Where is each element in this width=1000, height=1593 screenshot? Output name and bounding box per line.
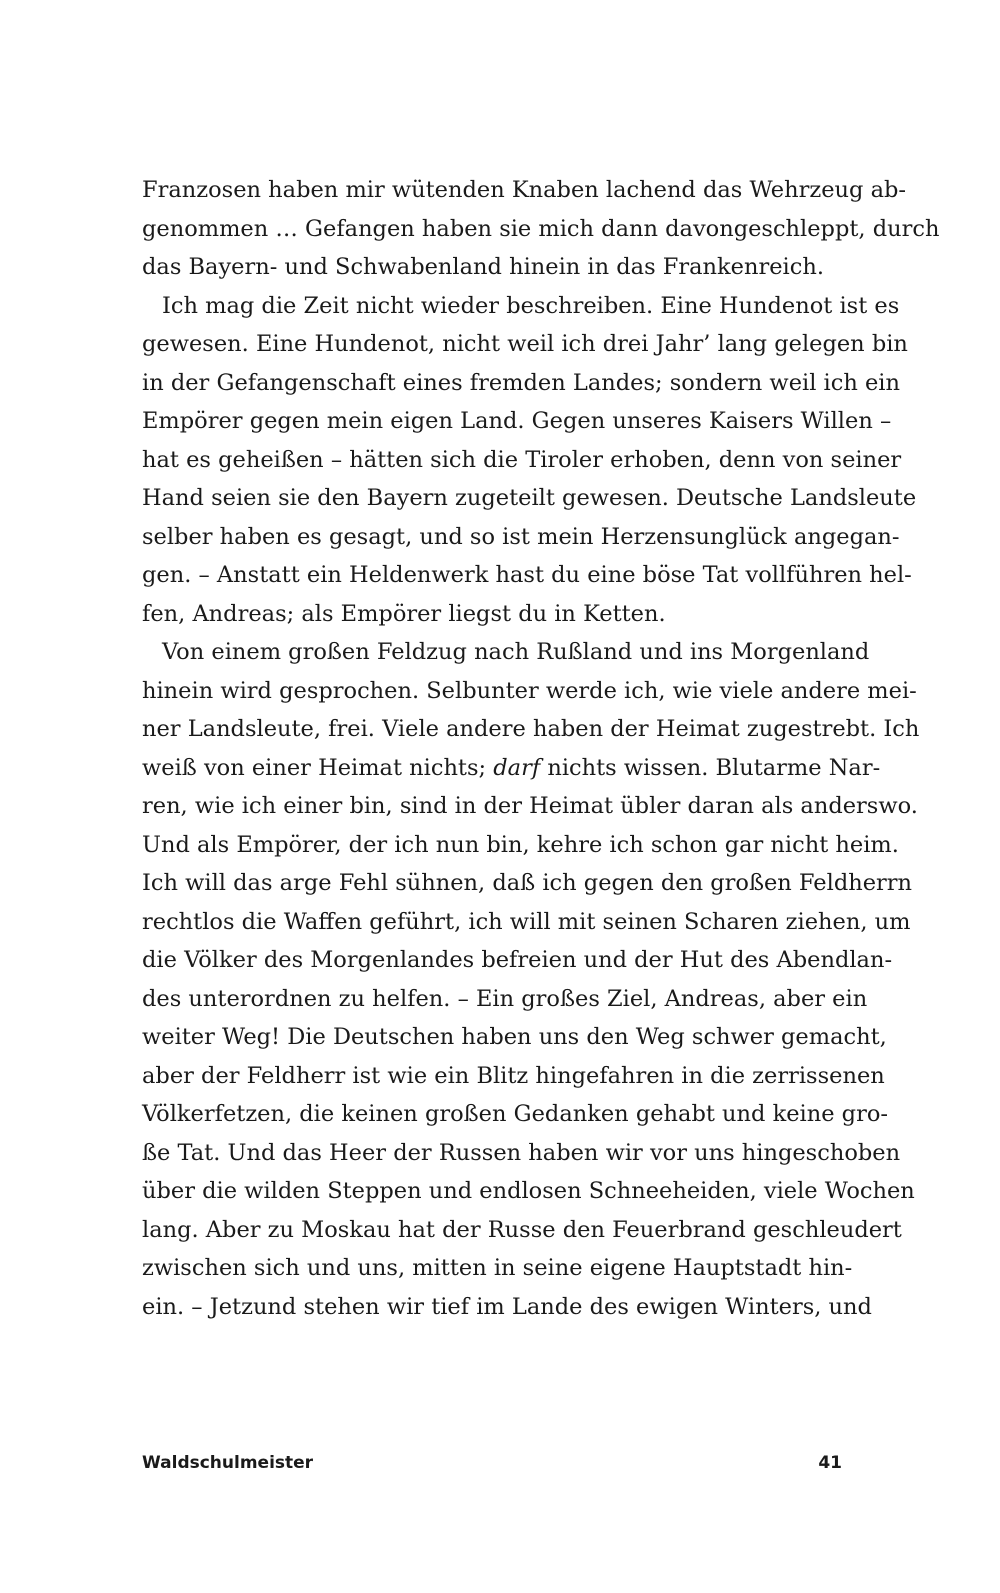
emphasis-word: darf [493,754,541,781]
page-footer [142,1448,848,1478]
text-line: ein. – Jetzund stehen wir tief im Lande des ewigen Winters, und [142,1293,872,1320]
text-segment: nichts wissen. Blutarme Nar- [540,754,881,781]
text-line [142,749,881,788]
body-text [142,171,940,1326]
text-line: ße Tat. Und das Heer der Russen haben wir vor uns hingeschoben [142,1139,901,1166]
text-line: Von einem großen Feldzug nach Rußland und ins Morgenland [162,639,870,665]
running-title: Waldschulmeister [142,1453,314,1473]
text-line: hinein wird gesprochen. Selbunter werde ich, wie viele andere mei- [142,677,917,704]
text-line: weiter Weg! Die Deutschen haben uns den Weg schwer gemacht, [142,1024,887,1050]
text-line: genommen … Gefangen haben sie mich dann davongeschleppt, durch [142,215,940,242]
text-line: rechtlos die Waffen geführt, ich will mit seinen Scharen ziehen, um [142,908,911,935]
text-line: Völkerfetzen, die keinen großen Gedanken gehabt und keine gro- [142,1101,888,1127]
text-line: die Völker des Morgenlandes befreien und der Hut des Abendlan- [142,947,893,973]
text-line: zwischen sich und uns, mitten in seine eigene Hauptstadt hin- [142,1255,853,1281]
text-line: hat es geheißen – hätten sich die Tiroler erhoben, denn von seiner [142,446,902,473]
text-line: gen. – Anstatt ein Heldenwerk hast du eine böse Tat vollführen hel- [142,562,912,588]
text-line: das Bayern- und Schwabenland hinein in das Frankenreich. [142,254,824,280]
text-line: ren, wie ich einer bin, sind in der Heimat übler daran als anderswo. [142,793,918,819]
text-line: des unterordnen zu helfen. – Ein großes Ziel, Andreas, aber ein [142,985,868,1012]
text-line: Ich mag die Zeit nicht wieder beschreiben. Eine Hundenot ist es [162,292,900,319]
text-line: Und als Empörer, der ich nun bin, kehre ich schon gar nicht heim. [142,831,899,858]
text-line: lang. Aber zu Moskau hat der Russe den Feuerbrand geschleudert [142,1216,902,1243]
text-line: Franzosen haben mir wütenden Knaben lachend das Wehrzeug ab- [142,177,906,203]
text-line: fen, Andreas; als Empörer liegst du in Ketten. [142,600,666,627]
text-line: selber haben es gesagt, und so ist mein Herzensunglück angegan- [142,523,900,550]
text-line: gewesen. Eine Hundenot, nicht weil ich drei Jahr’ lang gelegen bin [142,331,908,357]
paragraph [142,171,940,287]
text-line: in der Gefangenschaft eines fremden Landes; sondern weil ich ein [142,369,900,396]
text-segment: weiß von einer Heimat nichts; [142,754,494,781]
paragraph [142,287,917,634]
paragraph [142,633,920,1326]
text-line: aber der Feldherr ist wie ein Blitz hingefahren in die zerrissenen [142,1062,885,1089]
page-number: 41 [818,1453,842,1473]
text-line: ner Landsleute, frei. Viele andere haben der Heimat zugestrebt. Ich [142,716,920,742]
text-line: Hand seien sie den Bayern zugeteilt gewesen. Deutsche Landsleute [142,485,917,511]
text-line: Empörer gegen mein eigen Land. Gegen unseres Kaisers Willen – [142,408,892,434]
text-line: über die wilden Steppen und endlosen Schneeheiden, viele Wochen [142,1178,915,1204]
text-line: Ich will das arge Fehl sühnen, daß ich gegen den großen Feldherrn [142,870,913,896]
